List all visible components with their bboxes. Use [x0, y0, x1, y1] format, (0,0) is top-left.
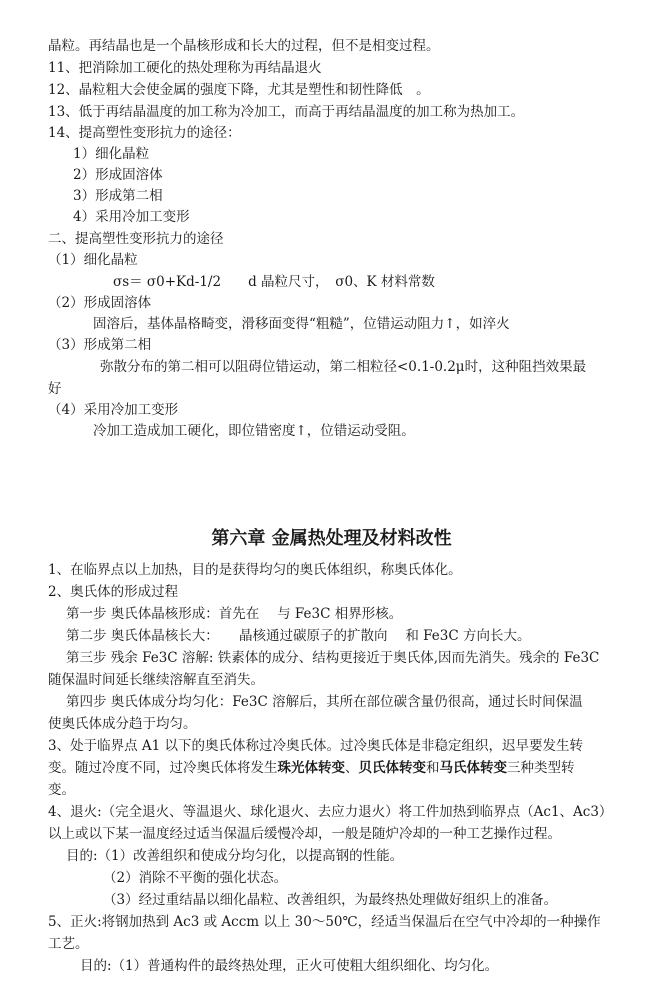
sub-item: 4）采用冷加工变形 [73, 209, 190, 225]
list-item: 12、晶粒粗大会使金属的强度下降，尤其是塑性和韧性降低 。 [48, 82, 430, 98]
sub-heading: （2）形成固溶体 [48, 295, 152, 311]
chapter-title: 第六章 金属热处理及材料改性 [211, 528, 452, 549]
purpose-line: （3）经过重结晶以细化晶粒、改善组织，为最终热处理做好组织上的准备。 [103, 892, 558, 908]
step-line: 第二步 奥氏体晶核长大： 晶核通过碳原子的扩散向 和 Fe3C 方向长大。 [66, 628, 531, 644]
text-line: 好 [48, 381, 62, 397]
text-line: 晶粒。再结晶也是一个晶核形成和长大的过程，但不是相变过程。 [48, 38, 440, 54]
bold-term: 珠光体转变 [277, 760, 345, 776]
sub-heading: （3）形成第二相 [48, 337, 152, 353]
list-item: 14、提高塑性变形抗力的途径： [48, 125, 241, 141]
step-line: 第三步 残余 Fe3C 溶解: 铁素体的成分、结构更接近于奥氏体,因而先消失。残余的 Fe3C [66, 650, 600, 666]
list-item: 1、在临界点以上加热，目的是获得均匀的奥氏体组织，称奥氏体化。 [48, 562, 462, 578]
bold-term: 马氏体转变 [439, 760, 507, 776]
list-item: 3、处于临界点 A1 以下的奥氏体称过冷奥氏体。过冷奥氏体是非稳定组织，迟早要发生转 [48, 738, 584, 754]
text-line: 随保温时间延长继续溶解直至消失。 [48, 672, 264, 688]
text-line: 变。 [48, 782, 75, 798]
purpose-line: 目的:（1）改善组织和使成分均匀化，以提高钢的性能。 [66, 848, 404, 864]
formula: σs＝ σ0+Kd-1/2 d 晶粒尺寸， σ0、K 材料常数 [113, 274, 435, 290]
list-item: 2、奥氏体的形成过程 [48, 584, 179, 600]
bold-term: 贝氏体转变 [358, 760, 426, 776]
purpose-line: （2）消除不平衡的强化状态。 [103, 870, 288, 886]
sub-heading: （4）采用冷加工变形 [48, 402, 179, 418]
text-line [48, 758, 575, 778]
list-item: 5、正火:将钢加热到 Ac3 或 Accm 以上 30～50℃，经适当保温后在空气中冷却的一种操作 [48, 914, 601, 930]
sub-item: 1）细化晶粒 [73, 146, 150, 162]
text-line: 使奥氏体成分趋于均匀。 [48, 716, 197, 732]
section-heading: 二、提高塑性变形抗力的途径 [48, 231, 224, 247]
text-line: 工艺。 [48, 936, 89, 952]
text-line: 以上或以下某一温度经过适当保温后缓慢冷却，一般是随炉冷却的一种工艺操作过程。 [48, 826, 561, 842]
text-span: 变。随过冷度不同，过冷奥氏体将发生 [48, 760, 278, 776]
step-line: 第一步 奥氏体晶核形成：首先在 与 Fe3C 相界形核。 [66, 606, 403, 622]
purpose-line: 目的:（1）普通构件的最终热处理，正火可使粗大组织细化、均匀化。 [80, 958, 499, 974]
text-line: 弥散分布的第二相可以阻碍位错运动，第二相粒径<0.1-0.2μ时，这种阻挡效果最 [100, 359, 587, 375]
text-line: 固溶后，基体晶格畸变，滑移面变得“粗糙”，位错运动阻力↑，如淬火 [93, 316, 510, 332]
list-item: 13、低于再结晶温度的加工称为冷加工，而高于再结晶温度的加工称为热加工。 [48, 104, 525, 120]
step-line: 第四步 奥氏体成分均匀化：Fe3C 溶解后，其所在部位碳含量仍很高，通过长时间保温 [66, 694, 583, 710]
sub-heading: （1）细化晶粒 [48, 252, 138, 268]
list-item: 11、把消除加工硬化的热处理称为再结晶退火 [48, 60, 322, 76]
sub-item: 3）形成第二相 [73, 188, 163, 204]
sub-item: 2）形成固溶体 [73, 167, 163, 183]
text-span: 和 [426, 760, 440, 776]
text-span: 三种类型转 [507, 760, 575, 776]
text-span: 、 [345, 760, 359, 776]
text-line: 冷加工造成加工硬化，即位错密度↑，位错运动受阻。 [93, 423, 415, 439]
list-item: 4、退火:（完全退火、等温退火、球化退火、去应力退火）将工件加热到临界点（Ac1、Ac3） [48, 804, 613, 820]
